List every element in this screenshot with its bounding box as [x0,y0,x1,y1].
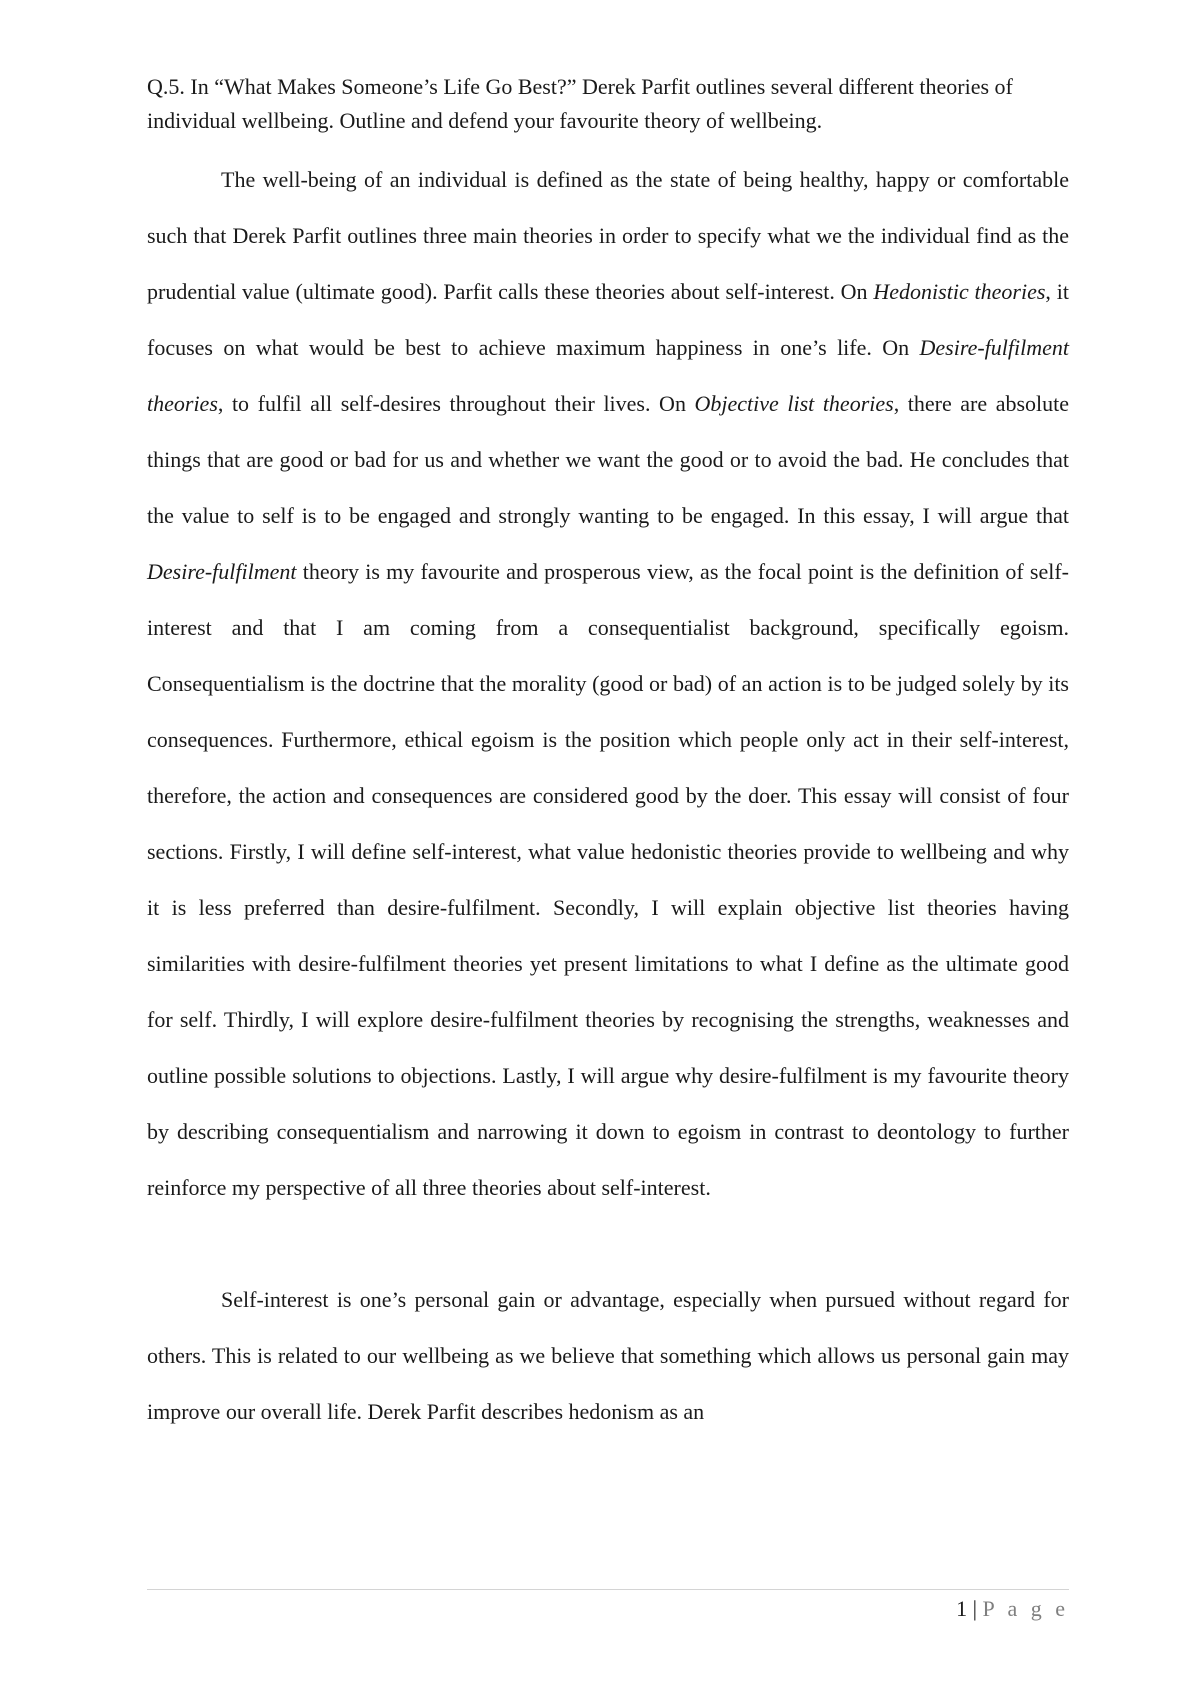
text-segment: , there are absolute things that are good or bad for us and whether we want the good or to avoid the bad. He concludes that the value to self is to be engaged and strongly wanting to be engaged. In this essay, I will argue that [147,391,1070,528]
italic-term-objective-list: Objective list theories [694,391,894,416]
italic-term-desire-fulfilment: Desire-fulfilment theories [147,335,1069,416]
italic-term-hedonistic: Hedonistic theories [873,279,1046,304]
page-content [147,70,1069,1440]
text-segment: , to fulfil all self-desires throughout their lives. On [217,391,695,416]
essay-question: Q.5. In “What Makes Someone’s Life Go Best?” Derek Parfit outlines several different theories of individual wellbeing. Outline and defend your favourite theory of wellbeing. [147,74,1013,133]
text-segment: The well-being of an individual is defined as the state of being healthy, happy or comfortable such that Derek Parfit outlines three main theories in order to specify what we the individual find as the prudential value (ultimate good). Parfit calls these theories about self-interest. On [147,167,1069,304]
page-number: 1 [956,1596,968,1621]
italic-term-desire-fulfilment-2: Desire-fulfilment [147,559,297,584]
text-segment: theory is my favourite and prosperous view, as the focal point is the definition of self-interest and that I am coming from a consequentialist background, specifically egoism. Consequentialism is the doctrine that the morality (good or bad) of an action is to be judged solely by its consequences. Furthermore, ethical egoism is the position which people only act in their self-interest, therefore, the action and consequences are considered good by the doer. This essay will consist of four sections. Firstly, I will define self-interest, what value hedonistic theories provide to wellbeing and why it is less preferred than desire-fulfilment. Secondly, I will explain objective list theories having similarities with desire-fulfilment theories yet present limitations to what I define as the ultimate good for self. Thirdly, I will explore desire-fulfilment theories by recognising the strengths, weaknesses and outline possible solutions to objections. Lastly, I will argue why desire-fulfilment is my favourite theory by describing consequentialism and narrowing it down to egoism in contrast to deontology to further reinforce my perspective of all three theories about self-interest. [147,559,1069,1200]
paragraph-gap [147,1216,1069,1272]
text-segment: , it focuses on what would be best to achieve maximum happiness in one’s life. On [147,279,1069,360]
footer-divider [147,1589,1069,1590]
page-label: P a g e [982,1596,1069,1621]
page-footer [956,1596,1069,1622]
footer-separator: | [972,1596,978,1621]
paragraph-introduction [147,152,1069,1216]
paragraph-self-interest: Self-interest is one’s personal gain or advantage, especially when pursued without regard for others. This is related to our wellbeing as we believe that something which allows us personal gain may improve our overall life. Derek Parfit describes hedonism as an [147,1287,1069,1424]
